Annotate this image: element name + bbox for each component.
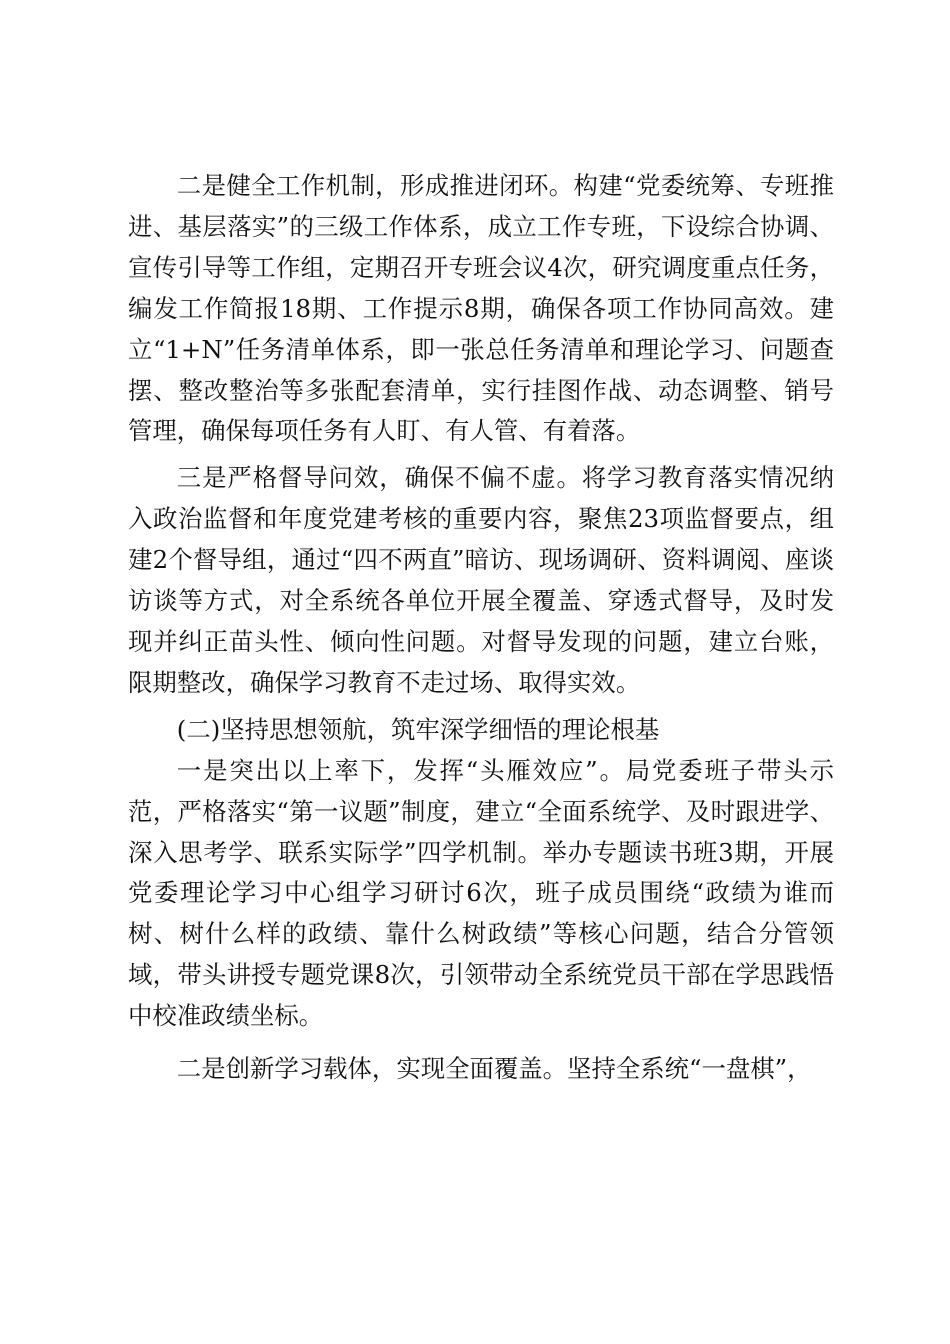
- paragraph-supervision: 三是严格督导问效，确保不偏不虚。将学习教育落实情况纳入政治监督和年度党建考核的重要内容，聚焦23项监督要点，组建2个督导组，通过“四不两直”暗访、现场调研、资料调阅、座谈访谈等方式，对全系统各单位开展全覆盖、穿透式督导，及时发现并纠正苗头性、倾向性问题。对督导发现的问题，建立台账，限期整改，确保学习教育不走过场、取得实效。: [128, 463, 834, 697]
- paragraph-work-mechanism: 二是健全工作机制，形成推进闭环。构建“党委统筹、专班推进、基层落实”的三级工作体系，成立工作专班，下设综合协调、宣传引导等工作组，定期召开专班会议4次，研究调度重点任务，编发工作简报18期、工作提示8期，确保各项工作协同高效。建立“1+N”任务清单体系，即一张总任务清单和理论学习、问题查摆、整改整治等多张配套清单，实行挂图作战、动态调整、销号管理，确保每项任务有人盯、有人管、有着落。: [128, 171, 834, 446]
- paragraph-leadership: 一是突出以上率下，发挥“头雁效应”。局党委班子带头示范，严格落实“第一议题”制度，建立“全面系统学、及时跟进学、深入思考学、联系实际学”四学机制。举办专题读书班3期，开展党委理论学习中心组学习研讨6次，班子成员围绕“政绩为谁而树、树什么样的政绩、靠什么树政绩”等核心问题，结合分管领域，带头讲授专题党课8次，引领带动全系统党员干部在学思践悟中校准政绩坐标。: [128, 755, 834, 1031]
- section-heading: (二)坚持思想领航，筑牢深学细悟的理论根基: [176, 714, 660, 744]
- document-body: [128, 166, 834, 1090]
- paragraph-study-carrier: 二是创新学习载体，实现全面覆盖。坚持全系统“一盘棋”，: [176, 1054, 812, 1084]
